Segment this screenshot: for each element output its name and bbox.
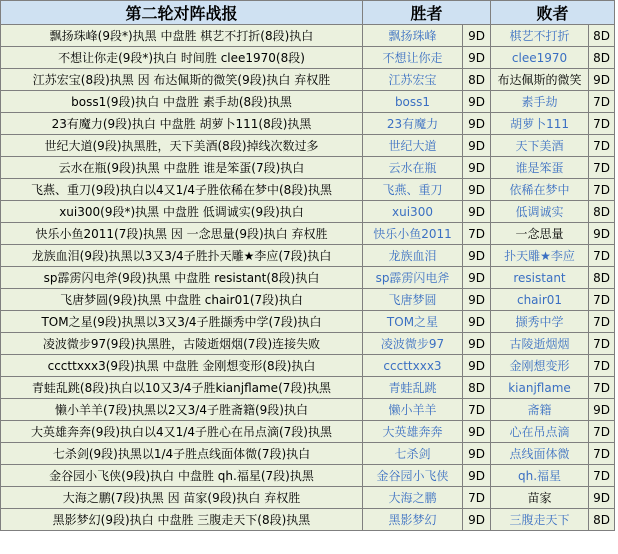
winner-name-link[interactable]: 龙族血泪	[363, 245, 463, 267]
winner-name-link[interactable]: 凌波微步97	[363, 333, 463, 355]
loser-name-link[interactable]: 天下美酒	[491, 135, 589, 157]
match-description: 黑影梦幻(9段)执白 中盘胜 三腹走天下(8段)执黑	[1, 509, 363, 531]
table-row	[1, 333, 615, 355]
winner-name-link[interactable]: TOM之星	[363, 311, 463, 333]
loser-rank: 7D	[589, 311, 615, 333]
winner-rank: 9D	[463, 355, 491, 377]
loser-name-link[interactable]: 依稀在梦中	[491, 179, 589, 201]
loser-rank: 7D	[589, 333, 615, 355]
winner-rank: 8D	[463, 69, 491, 91]
loser-name-link[interactable]: 三腹走天下	[491, 509, 589, 531]
table-row	[1, 267, 615, 289]
winner-rank: 9D	[463, 113, 491, 135]
match-description: 不想让你走(9段*)执白 时间胜 clee1970(8段)	[1, 47, 363, 69]
winner-name-link[interactable]: 大英雄奔奔	[363, 421, 463, 443]
match-description: 大海之鹏(7段)执黑 因 苗家(9段)执白 弃权胜	[1, 487, 363, 509]
table-row	[1, 113, 615, 135]
winner-name-link[interactable]: boss1	[363, 91, 463, 113]
loser-rank: 7D	[589, 355, 615, 377]
winner-rank: 8D	[463, 377, 491, 399]
winner-rank: 9D	[463, 245, 491, 267]
match-description: 23有魔力(9段)执白 中盘胜 胡萝卜111(8段)执黑	[1, 113, 363, 135]
winner-rank: 7D	[463, 399, 491, 421]
loser-name-link[interactable]: qh.福星	[491, 465, 589, 487]
winner-name-link[interactable]: 江苏宏宝	[363, 69, 463, 91]
loser-rank: 7D	[589, 443, 615, 465]
loser-rank: 7D	[589, 135, 615, 157]
loser-name-link[interactable]: 撷秀中学	[491, 311, 589, 333]
match-description: 凌波微步97(9段)执黑胜，古陵逝烟烟(7段)连接失败	[1, 333, 363, 355]
match-description: cccttxxx3(9段)执黑 中盘胜 金刚想变形(8段)执白	[1, 355, 363, 377]
loser-rank: 7D	[589, 245, 615, 267]
table-row	[1, 69, 615, 91]
match-description: 快乐小鱼2011(7段)执黑 因 一念思量(9段)执白 弃权胜	[1, 223, 363, 245]
loser-name-link[interactable]: 点线面体微	[491, 443, 589, 465]
loser-rank: 9D	[589, 223, 615, 245]
winner-name-link[interactable]: 云水在瓶	[363, 157, 463, 179]
loser-name-link[interactable]: resistant	[491, 267, 589, 289]
winner-rank: 9D	[463, 135, 491, 157]
winner-name-link[interactable]: 青蛙乱跳	[363, 377, 463, 399]
table-row	[1, 135, 615, 157]
table-row	[1, 465, 615, 487]
winner-rank: 9D	[463, 421, 491, 443]
winner-name-link[interactable]: 大海之鹏	[363, 487, 463, 509]
winner-rank: 9D	[463, 267, 491, 289]
loser-name: 一念思量	[491, 223, 589, 245]
loser-name-link[interactable]: kianjflame	[491, 377, 589, 399]
winner-name-link[interactable]: 23有魔力	[363, 113, 463, 135]
loser-name-link[interactable]: 心在吊点滴	[491, 421, 589, 443]
loser-name: 布达佩斯的微笑	[491, 69, 589, 91]
winner-name-link[interactable]: 金谷园小飞侠	[363, 465, 463, 487]
match-description: 飞燕、重刀(9段)执白以4又1/4子胜依稀在梦中(8段)执黑	[1, 179, 363, 201]
loser-rank: 9D	[589, 69, 615, 91]
winner-name-link[interactable]: 飘扬珠峰	[363, 25, 463, 47]
winner-rank: 9D	[463, 311, 491, 333]
table-row	[1, 487, 615, 509]
match-description: 懒小羊羊(7段)执黑以2又3/4子胜斋籍(9段)执白	[1, 399, 363, 421]
loser-name: 苗家	[491, 487, 589, 509]
table-row	[1, 443, 615, 465]
winner-name-link[interactable]: 快乐小鱼2011	[363, 223, 463, 245]
winner-name-link[interactable]: 飞燕、重刀	[363, 179, 463, 201]
loser-rank: 8D	[589, 267, 615, 289]
header-title: 第二轮对阵战报	[1, 1, 363, 25]
winner-rank: 9D	[463, 333, 491, 355]
loser-rank: 7D	[589, 465, 615, 487]
table-row	[1, 377, 615, 399]
match-description: 飞唐梦圆(9段)执黑 中盘胜 chair01(7段)执白	[1, 289, 363, 311]
winner-rank: 7D	[463, 487, 491, 509]
table-row	[1, 25, 615, 47]
table-row	[1, 355, 615, 377]
loser-rank: 8D	[589, 47, 615, 69]
winner-rank: 9D	[463, 465, 491, 487]
loser-rank: 7D	[589, 91, 615, 113]
winner-name-link[interactable]: 懒小羊羊	[363, 399, 463, 421]
winner-name-link[interactable]: xui300	[363, 201, 463, 223]
match-description: 飘扬珠峰(9段*)执黑 中盘胜 棋艺不打折(8段)执白	[1, 25, 363, 47]
loser-name-link[interactable]: 扑天雕★李应	[491, 245, 589, 267]
table-row	[1, 201, 615, 223]
loser-name-link[interactable]: clee1970	[491, 47, 589, 69]
table-row	[1, 91, 615, 113]
table-row	[1, 421, 615, 443]
loser-name-link[interactable]: chair01	[491, 289, 589, 311]
loser-rank: 8D	[589, 201, 615, 223]
winner-name-link[interactable]: 七杀剑	[363, 443, 463, 465]
match-description: 大英雄奔奔(9段)执白以4又1/4子胜心在吊点滴(7段)执黑	[1, 421, 363, 443]
winner-rank: 7D	[463, 223, 491, 245]
winner-rank: 9D	[463, 289, 491, 311]
winner-rank: 9D	[463, 179, 491, 201]
loser-rank: 7D	[589, 421, 615, 443]
table-row	[1, 47, 615, 69]
match-description: 云水在瓶(9段)执黑 中盘胜 谁是笨蛋(7段)执白	[1, 157, 363, 179]
loser-name-link[interactable]: 低调诚实	[491, 201, 589, 223]
table-row	[1, 311, 615, 333]
table-row	[1, 289, 615, 311]
winner-rank: 9D	[463, 47, 491, 69]
table-row	[1, 179, 615, 201]
match-description: xui300(9段*)执黑 中盘胜 低调诚实(9段)执白	[1, 201, 363, 223]
match-description: 七杀剑(9段)执黑以1/4子胜点线面体微(7段)执白	[1, 443, 363, 465]
loser-rank: 9D	[589, 399, 615, 421]
winner-rank: 9D	[463, 443, 491, 465]
match-description: 金谷园小飞侠(9段)执白 中盘胜 qh.福星(7段)执黑	[1, 465, 363, 487]
header-winner: 胜者	[363, 1, 491, 25]
winner-rank: 9D	[463, 157, 491, 179]
loser-rank: 7D	[589, 289, 615, 311]
loser-rank: 8D	[589, 509, 615, 531]
winner-name-link[interactable]: cccttxxx3	[363, 355, 463, 377]
loser-rank: 7D	[589, 377, 615, 399]
table-row	[1, 223, 615, 245]
match-description: TOM之星(9段)执黑以3又3/4子胜撷秀中学(7段)执白	[1, 311, 363, 333]
match-description: 龙族血泪(9段)执黑以3又3/4子胜扑天雕★李应(7段)执白	[1, 245, 363, 267]
loser-rank: 7D	[589, 157, 615, 179]
winner-rank: 9D	[463, 25, 491, 47]
match-description: 世纪大道(9段)执黑胜，天下美酒(8段)掉线次数过多	[1, 135, 363, 157]
loser-name-link[interactable]: 斋籍	[491, 399, 589, 421]
loser-name-link[interactable]: 古陵逝烟烟	[491, 333, 589, 355]
table-row	[1, 399, 615, 421]
loser-rank: 9D	[589, 487, 615, 509]
loser-rank: 7D	[589, 113, 615, 135]
header-loser: 败者	[491, 1, 615, 25]
winner-rank: 9D	[463, 91, 491, 113]
loser-name-link[interactable]: 胡萝卜111	[491, 113, 589, 135]
winner-rank: 9D	[463, 201, 491, 223]
loser-name-link[interactable]: 素手劫	[491, 91, 589, 113]
winner-rank: 9D	[463, 509, 491, 531]
loser-name-link[interactable]: 谁是笨蛋	[491, 157, 589, 179]
header-row	[1, 1, 615, 25]
winner-name-link[interactable]: sp霹雳闪电斧	[363, 267, 463, 289]
winner-name-link[interactable]: 黑影梦幻	[363, 509, 463, 531]
loser-name-link[interactable]: 金刚想变形	[491, 355, 589, 377]
winner-name-link[interactable]: 飞唐梦圆	[363, 289, 463, 311]
winner-name-link[interactable]: 不想让你走	[363, 47, 463, 69]
table-row	[1, 509, 615, 531]
table-row	[1, 157, 615, 179]
match-description: boss1(9段)执白 中盘胜 素手劫(8段)执黑	[1, 91, 363, 113]
loser-rank: 8D	[589, 25, 615, 47]
table-row	[1, 245, 615, 267]
match-description: sp霹雳闪电斧(9段)执黑 中盘胜 resistant(8段)执白	[1, 267, 363, 289]
match-description: 青蛙乱跳(8段)执白以10又3/4子胜kianjflame(7段)执黑	[1, 377, 363, 399]
loser-name-link[interactable]: 棋艺不打折	[491, 25, 589, 47]
loser-rank: 7D	[589, 179, 615, 201]
match-description: 江苏宏宝(8段)执黑 因 布达佩斯的微笑(9段)执白 弃权胜	[1, 69, 363, 91]
winner-name-link[interactable]: 世纪大道	[363, 135, 463, 157]
